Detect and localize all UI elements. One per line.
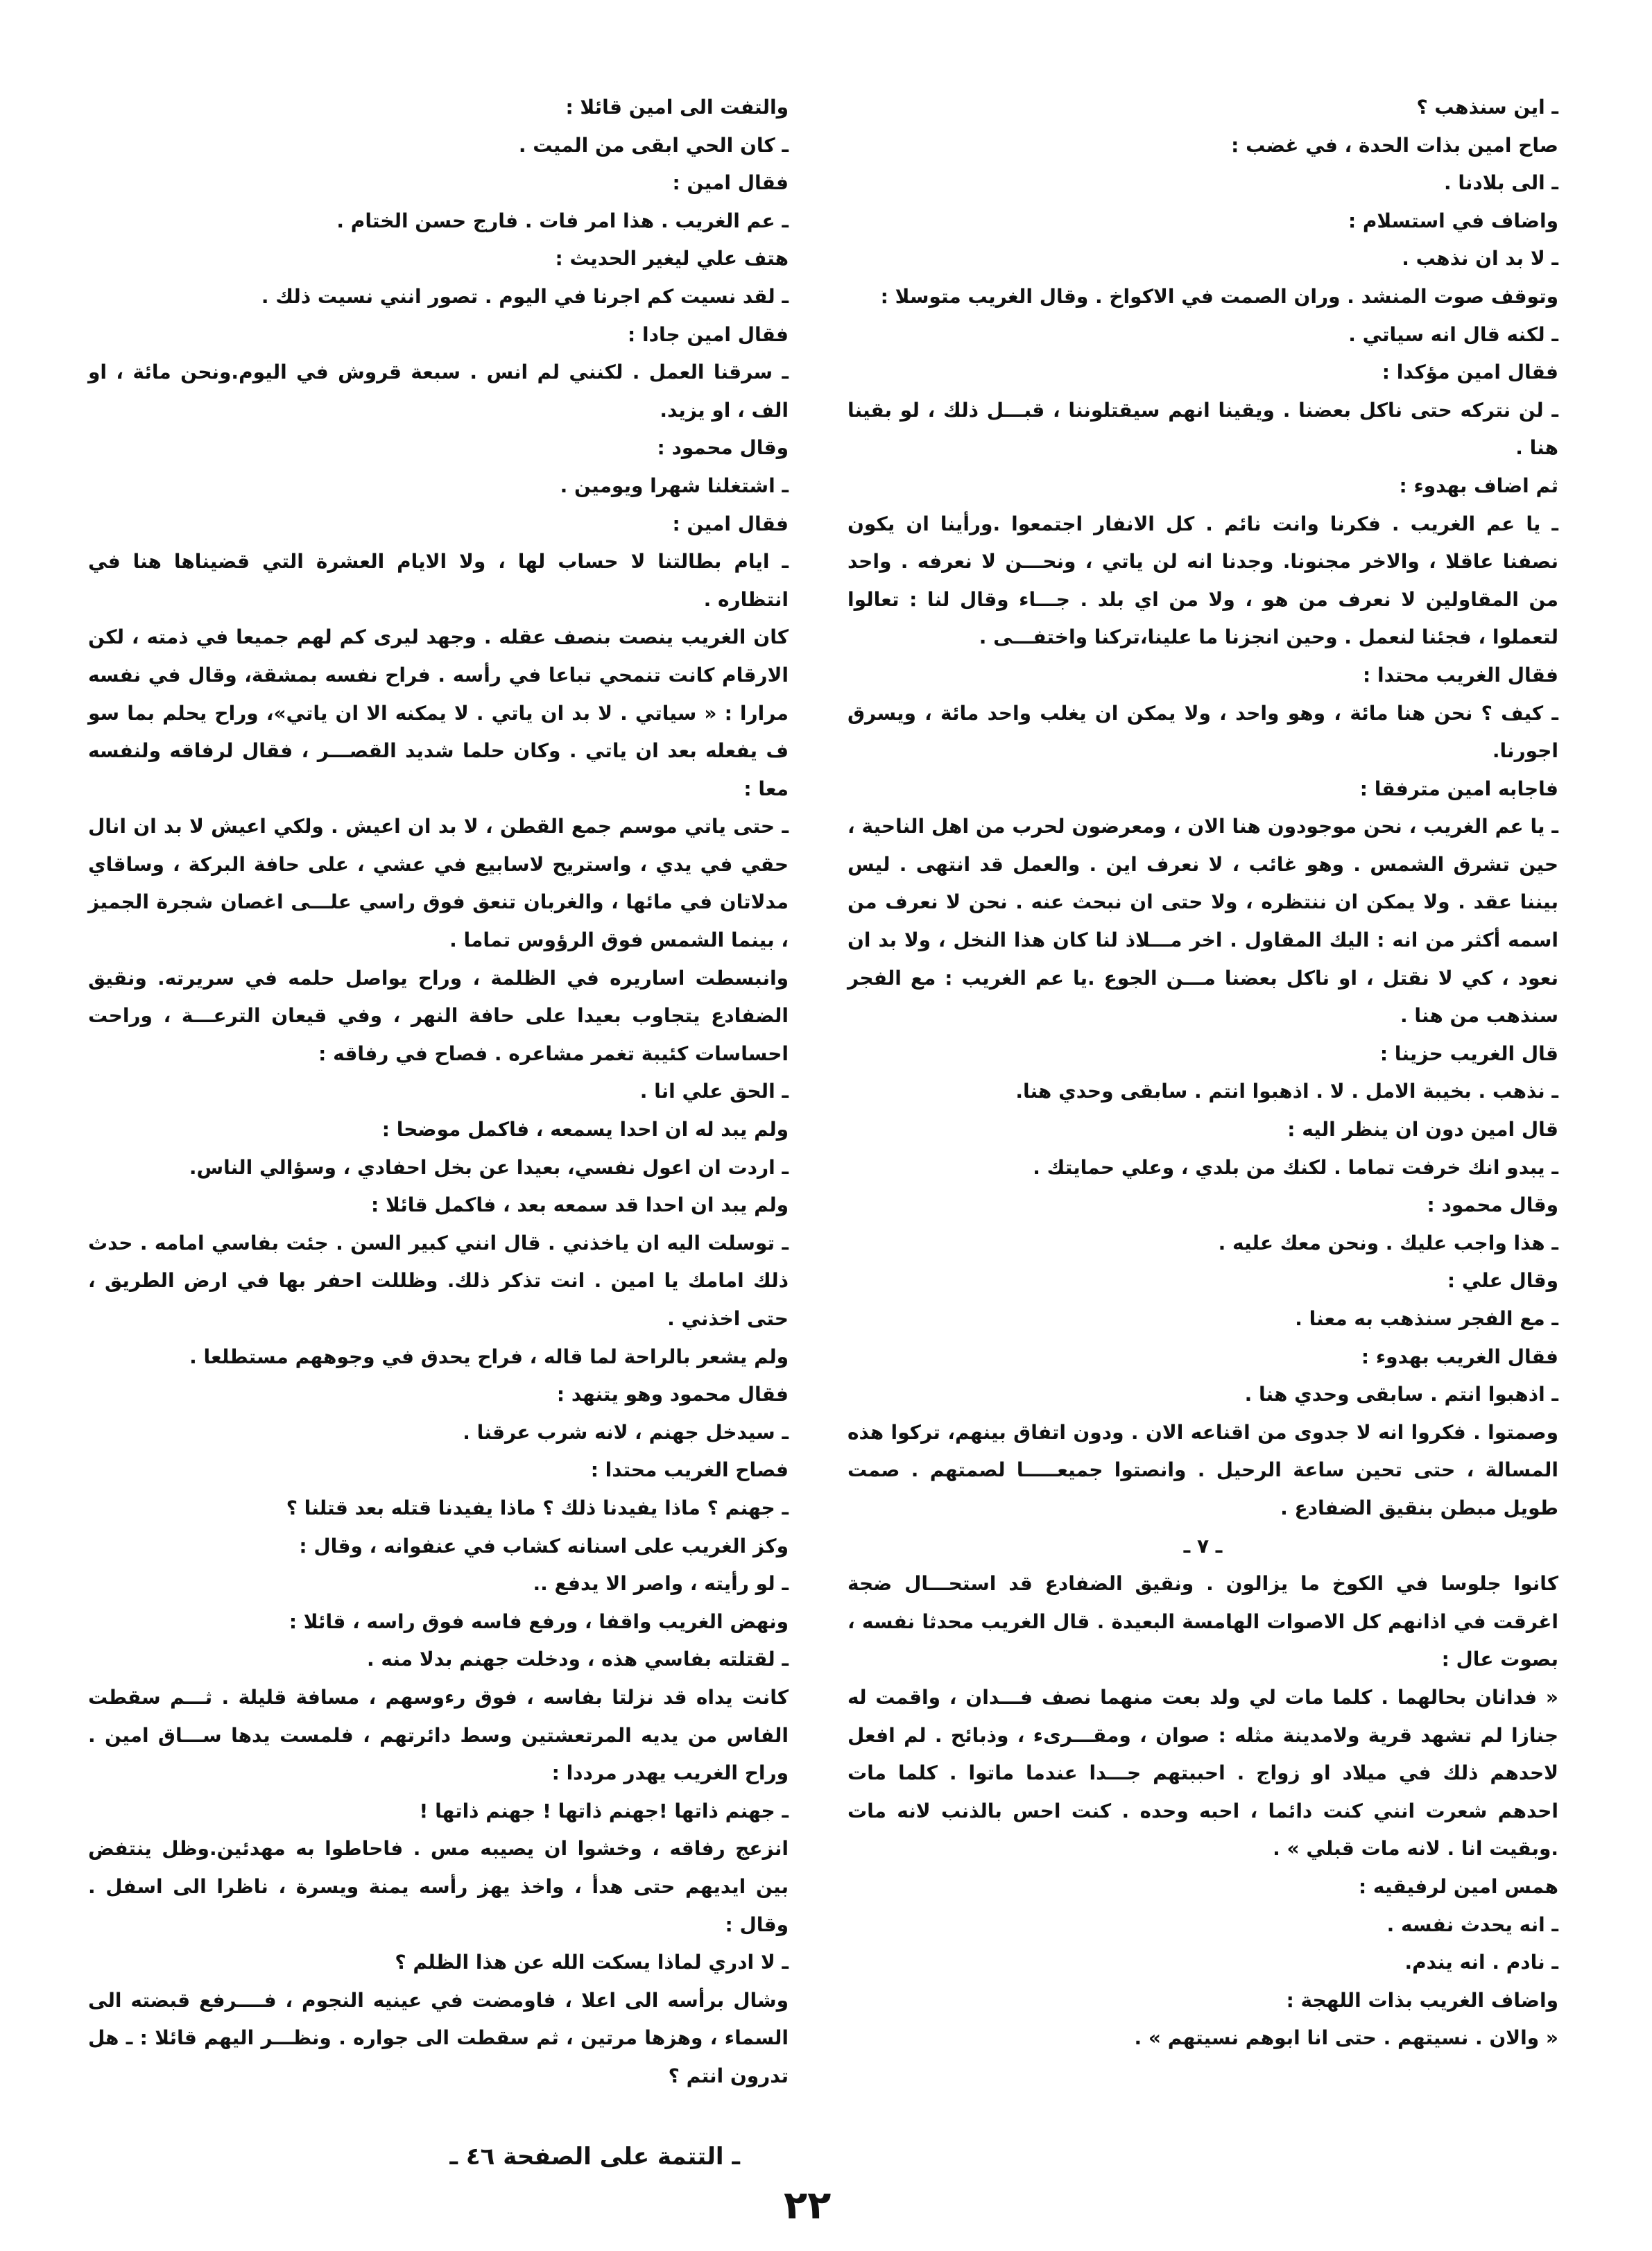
paragraph: ـ توسلت اليه ان ياخذني . قال انني كبير السن . جئت بفاسي امامه . حدث ذلك امامك يا امين . انت تذكر ذلك. وظللت احفر بها في ارض الطريق ، حتى اخذني . <box>88 1231 789 1330</box>
paragraph: كانت يداه قد نزلتا بفاسه ، فوق رءوسهم ، مسافة قليلة . ثـــم سقطت الفاس من يديه المرتعشتين وسط دائرتهم ، فلمست يدها ســـاق امين . وراح الغريب يهدر مرددا : <box>88 1685 789 1785</box>
text-column-right <box>847 89 1558 2058</box>
paragraph: ـ جهنم ذاتها !جهنم ذاتها ! جهنم ذاتها ! <box>419 1799 789 1822</box>
paragraph: كان الغريب ينصت بنصف عقله . وجهد ليرى كم لهم جميعا في ذمته ، لكن الارقام كانت تنمحي تباعا في رأسه . فراح نفسه بمشقة، وقال في نفسه مرارا : « سياتي . لا بد ان ياتي . لا يمكنه الا ان ياتي»، وراح يحلم بما سو ف يفعله بعد ان ياتي . وكان حلما شديد القصـــر ، فقال لرفاقه ولنفسه معا : <box>88 626 789 800</box>
section-number: ـ ٧ ـ <box>1183 1534 1223 1558</box>
paragraph: وقال محمود : <box>657 436 789 460</box>
paragraph: فصاح الغريب محتدا : <box>590 1458 789 1482</box>
paragraph: ـ يا عم الغريب . فكرنا وانت نائم . كل الانفار اجتمعوا .ورأينا ان يكون نصفنا عاقلا ، والاخر مجنونا. وجدنا انه لن ياتي ، ونحـــن لا نعرفه . واحد من المقاولين لا نعرف من هو ، ولا من اي بلد . جـــاء وقال لنا : تعالوا لتعملوا ، فجئنا لنعمل . وحين انجزنا ما علينا،تركنا واختفـــى . <box>847 512 1558 649</box>
paragraph: فقال الغريب بهدوء : <box>1361 1345 1558 1368</box>
paragraph: واضاف الغريب بذات اللهجة : <box>1286 1988 1558 2012</box>
paragraph: ـ اشتغلنا شهرا ويومين . <box>560 474 789 497</box>
paragraph: فقال امين : <box>672 171 789 195</box>
paragraph: واضاف في استسلام : <box>1348 209 1558 232</box>
paragraph: هتف علي ليغير الحديث : <box>555 247 789 270</box>
paragraph: قال الغريب حزينا : <box>1379 1042 1558 1065</box>
paragraph: ونهض الغريب واقفا ، ورفع فاسه فوق راسه ، قائلا : <box>289 1610 789 1633</box>
paragraph: ـ لن نتركه حتى ناكل بعضنا . ويقينا انهم سيقتلوننا ، قبـــل ذلك ، لو بقينا هنا . <box>847 398 1558 460</box>
page-number: ٢٢ <box>784 2183 832 2228</box>
paragraph: ـ لقد نسيت كم اجرنا في اليوم . تصور انني نسيت ذلك . <box>261 284 789 308</box>
paragraph: ـ لقتلته بفاسي هذه ، ودخلت جهنم بدلا منه . <box>366 1648 789 1671</box>
paragraph: ولم يشعر بالراحة لما قاله ، فراح يحدق في وجوههم مستطلعا . <box>189 1345 789 1368</box>
paragraph: ـ سيدخل جهنم ، لانه شرب عرقنا . <box>463 1420 789 1444</box>
paragraph: همس امين لرفيقيه : <box>1358 1874 1558 1898</box>
paragraph: ـ لو رأيته ، واصر الا يدفع .. <box>533 1572 789 1596</box>
paragraph: ـ عم الغريب . هذا امر فات . فارج حسن الختام . <box>336 209 789 232</box>
paragraph: ـ هذا واجب عليك . ونحن معك عليه . <box>1218 1231 1558 1254</box>
paragraph: ـ لكنه قال انه سياتي . <box>1348 322 1558 346</box>
paragraph: فقال محمود وهو يتنهد : <box>556 1383 789 1406</box>
paragraph: ولم يبد له ان احدا يسمعه ، فاكمل موضحا : <box>381 1118 789 1141</box>
paragraph: « فدانان بحالهما . كلما مات لي ولد بعت منهما نصف فـــدان ، واقمت له جنازا لم تشهد قرية ولامدينة مثله : صوان ، ومقـــرىء ، وذبائح . لم افعل لاحدهم ذلك في ميلاد او زواج . احببتهم جـــدا عندما ماتوا . كلما مات احدهم شعرت انني كنت دائما ، احبه وحده . كنت احس بالذنب لانه مات .وبقيت انا . لانه مات قبلي » . <box>847 1685 1558 1861</box>
paragraph: انزعج رفاقه ، وخشوا ان يصيبه مس . فاحاطوا به مهدئين.وظل ينتفض بين ايديهم حتى هدأ ، واخذ يهز رأسه يمنة ويسرة ، ناظرا الى اسفل . وقال : <box>88 1837 789 1936</box>
paragraph: وتوقف صوت المنشد . وران الصمت في الاكواخ . وقال الغريب متوسلا : <box>880 284 1558 308</box>
paragraph: وشال برأسه الى اعلا ، فاومضت في عينيه النجوم ، فــــرفع قبضته الى السماء ، وهزها مرتين ، ثم سقطت الى جواره . ونظـــر اليهم قائلا : ـ هل تدرون انتم ؟ <box>88 1988 789 2087</box>
paragraph: ـ جهنم ؟ ماذا يفيدنا ذلك ؟ ماذا يفيدنا قتله بعد قتلنا ؟ <box>286 1496 789 1519</box>
paragraph: ولم يبد ان احدا قد سمعه بعد ، فاكمل قائلا : <box>371 1193 789 1217</box>
paragraph: فقال الغريب محتدا : <box>1363 663 1558 687</box>
paragraph: صاح امين بذات الحدة ، في غضب : <box>1231 133 1558 157</box>
paragraph: وانبسطت اساريره في الظلمة ، وراح يواصل حلمه في سريرته. ونقيق الضفادع يتجاوب بعيدا على حافة النهر ، وفي قيعان الترعـــة ، وراحت احساسات كئيبة تغمر مشاعره . فصاح في رفاقه : <box>88 966 789 1065</box>
paragraph: ـ اذهبوا انتم . سابقى وحدي هنا . <box>1244 1383 1558 1406</box>
paragraph: ـ ايام بطالتنا لا حساب لها ، ولا الايام العشرة التي قضيناها هنا في انتظاره . <box>88 550 789 611</box>
paragraph: ـ يا عم الغريب ، نحن موجودون هنا الان ، ومعرضون لحرب من اهل الناحية ، حين تشرق الشمس . وهو غائب ، لا نعرف اين . والعمل قد انتهى . ليس بيننا عقد . ولا يمكن ان ننتظره ، ولا حتى ان نبحث عنه . نحن لا نعرف من اسمه أكثر من انه : اليك المقاول . اخر مـــلاذ لنا كان هذا النخل ، ولا بد ان نعود ، كي لا نقتل ، او ناكل بعضنا مـــن الجوع .يا عم الغريب : مع الفجر سنذهب من هنا . <box>847 815 1558 1028</box>
paragraph: فقال امين مؤكدا : <box>1382 361 1558 384</box>
paragraph: ثم اضاف بهدوء : <box>1399 474 1558 497</box>
paragraph: وقال محمود : <box>1427 1193 1558 1217</box>
paragraph: ـ كان الحي ابقى من الميت . <box>518 133 789 157</box>
paragraph: فقال امين : <box>672 512 789 535</box>
paragraph: وكز الغريب على اسنانه كشاب في عنفوانه ، وقال : <box>299 1534 789 1558</box>
paragraph: ـ اين سنذهب ؟ <box>1416 96 1558 119</box>
paragraph: كانوا جلوسا في الكوخ ما يزالون . ونقيق الضفادع قد استحـــال ضجة اغرقت في اذانهم كل الاصوات الهامسة البعيدة . قال الغريب محدثا نفسه ، بصوت عال : <box>847 1572 1558 1671</box>
paragraph: والتفت الى امين قائلا : <box>565 96 789 119</box>
paragraph: فاجابه امين مترفقا : <box>1359 777 1558 800</box>
paragraph: « والان . نسيتهم . حتى انا ابوهم نسيتهم » . <box>1134 2026 1558 2050</box>
paragraph: ـ نادم . انه يندم. <box>1404 1951 1558 1974</box>
continuation-note: ـ التتمة على الصفحة ٤٦ ـ <box>449 2143 740 2171</box>
paragraph: ـ سرقنا العمل . لكنني لم انس . سبعة قروش في اليوم.ونحن مائة ، او الف ، او يزيد. <box>88 361 789 422</box>
paragraph: وقال علي : <box>1447 1269 1558 1293</box>
paragraph: فقال امين جادا : <box>628 322 789 346</box>
paragraph: ـ الى بلادنا . <box>1443 171 1558 195</box>
paragraph: ـ يبدو انك خرفت تماما . لكنك من بلدي ، وعلي حمايتك . <box>1033 1155 1558 1179</box>
paragraph: قال امين دون ان ينظر اليه : <box>1287 1118 1558 1141</box>
paragraph: ـ كيف ؟ نحن هنا مائة ، وهو واحد ، ولا يمكن ان يغلب واحد مائة ، ويسرق اجورنا. <box>847 701 1558 763</box>
paragraph: ـ لا بد ان نذهب . <box>1402 247 1558 270</box>
paragraph: ـ الحق علي انا . <box>639 1080 789 1103</box>
text-column-left <box>88 89 789 2095</box>
paragraph: ـ نذهب . بخيبة الامل . لا . اذهبوا انتم . سابقى وحدي هنا. <box>1015 1080 1558 1103</box>
paragraph: ـ حتى ياتي موسم جمع القطن ، لا بد ان اعيش . ولكي اعيش لا بد ان انال حقي في يدي ، واستريح لاسابيع في عشي ، على حافة البركة ، وساقاي مدلاتان في مائها ، والغربان تنعق فوق راسي علـــى اغصان شجرة الجميز ، بينما الشمس فوق الرؤوس تماما . <box>88 815 789 952</box>
paragraph: ـ لا ادري لماذا يسكت الله عن هذا الظلم ؟ <box>395 1951 789 1974</box>
paragraph: ـ مع الفجر سنذهب به معنا . <box>1295 1307 1558 1330</box>
paragraph: وصمتوا . فكروا انه لا جدوى من اقناعه الان . ودون اتفاق بينهم، تركوا هذه المسالة ، حتى تحين ساعة الرحيل . وانصتوا جميعـــــا لصمتهم . صمت طويل مبطن بنقيق الضفادع . <box>847 1420 1558 1519</box>
paragraph: ـ انه يحدث نفسه . <box>1386 1913 1558 1936</box>
paragraph: ـ اردت ان اعول نفسي، بعيدا عن بخل احفادي ، وسؤالي الناس. <box>189 1155 789 1179</box>
